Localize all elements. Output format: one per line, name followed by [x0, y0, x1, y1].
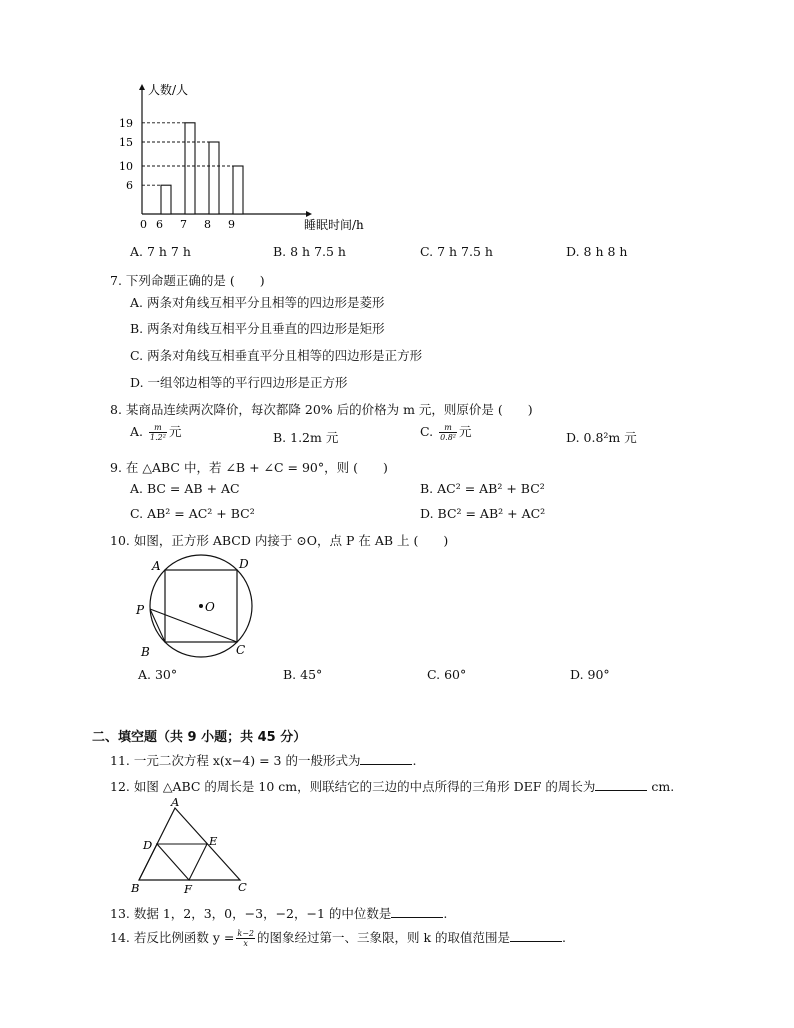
q7-option-b[interactable]: B. 两条对角线互相平分且垂直的四边形是矩形	[130, 321, 385, 336]
q7-option-a[interactable]: A. 两条对角线互相平分且相等的四边形是菱形	[130, 295, 385, 310]
x-tick-label: 6	[156, 218, 163, 231]
q8-c-suffix: 元	[459, 424, 472, 439]
q11-text: 11. 一元二次方程 x(x−4) = 3 的一般形式为	[110, 753, 361, 768]
q12	[110, 777, 674, 795]
x-tick-label: 9	[228, 218, 235, 231]
q14-prefix: 14. 若反比例函数 y =	[110, 930, 235, 945]
label-b: B	[141, 645, 150, 659]
q10-circle-square-figure	[128, 556, 268, 662]
y-tick-label: 19	[119, 116, 133, 130]
q10-option-d[interactable]: D. 90°	[570, 667, 610, 682]
q13-text: 13. 数据 1，2，3，0，−3，−2，−1 的中位数是	[110, 906, 392, 921]
label-e: E	[209, 834, 218, 848]
q13	[110, 904, 447, 922]
y-tick-label: 10	[119, 160, 133, 173]
y-axis-label: 人数/人	[148, 83, 189, 97]
x-axis-arrow	[306, 211, 312, 217]
q8-c-fraction: $\frac{m}{\text{0.8²}}$	[440, 423, 457, 442]
bar	[185, 123, 195, 214]
q10-option-a[interactable]: A. 30°	[138, 667, 178, 682]
label-p: P	[136, 603, 145, 617]
q8-stem: 8. 某商品连续两次降价，每次都降 20% 后的价格为 m 元，则原价是 ( )	[110, 402, 533, 417]
q7-option-c[interactable]: C. 两条对角线互相垂直平分且相等的四边形是正方形	[130, 348, 423, 363]
q8-option-d[interactable]: D. 0.8²m 元	[566, 430, 637, 445]
sleep-time-bar-chart	[119, 80, 386, 232]
y-axis-arrow	[139, 84, 145, 90]
q14-fraction: $\frac{k-2}{x}$	[237, 929, 254, 948]
q9-option-b[interactable]: B. AC² = AB² + BC²	[420, 481, 545, 496]
q10-stem: 10. 如图，正方形 ABCD 内接于 ⊙O，点 P 在 AB 上 ( )	[110, 533, 449, 548]
q7-option-d[interactable]: D. 一组邻边相等的平行四边形是正方形	[130, 375, 348, 390]
label-d: D	[143, 838, 153, 852]
q12-triangle-figure	[128, 796, 254, 898]
q6-option-b[interactable]: B. 8 h 7.5 h	[273, 244, 346, 259]
q13-answer-blank[interactable]	[391, 906, 443, 918]
y-tick-label: 6	[126, 179, 133, 193]
q8-option-b[interactable]: B. 1.2m 元	[273, 430, 339, 445]
x-axis-label: 睡眠时间/h	[304, 218, 364, 232]
label-d: D	[239, 557, 249, 571]
label-c: C	[236, 643, 246, 657]
label-a: A	[152, 559, 161, 573]
q7-stem: 7. 下列命题正确的是 ( )	[110, 273, 265, 288]
origin-label: 0	[140, 218, 147, 231]
bar	[161, 185, 171, 214]
bar	[209, 142, 219, 214]
label-o: O	[205, 600, 215, 614]
x-tick-label: 8	[204, 218, 211, 231]
y-tick-label: 15	[119, 136, 133, 149]
center-point-o	[199, 604, 203, 608]
q8-c-prefix: C.	[420, 424, 434, 439]
q13-end: .	[443, 906, 448, 921]
q6-option-c[interactable]: C. 7 h 7.5 h	[420, 244, 493, 259]
q6-option-a[interactable]: A. 7 h 7 h	[130, 244, 191, 259]
q8-a-prefix: A.	[130, 424, 144, 439]
q11-answer-blank[interactable]	[360, 753, 412, 765]
label-f: F	[184, 882, 192, 896]
q14	[110, 928, 566, 948]
q14-end: .	[562, 930, 566, 945]
q12-text: 12. 如图 △ABC 的周长是 10 cm，则联结它的三边的中点所得的三角形 DEF 的周长为	[110, 779, 596, 794]
q8-a-fraction: $\frac{m}{\text{1.2²}}$	[150, 423, 166, 442]
q9-option-d[interactable]: D. BC² = AB² + AC²	[420, 506, 546, 521]
q12-end: cm.	[651, 779, 675, 794]
q14-suffix: 的图象经过第一、三象限，则 k 的取值范围是	[256, 930, 511, 945]
q12-answer-blank[interactable]	[595, 779, 647, 791]
q9-stem: 9. 在 △ABC 中，若 ∠B + ∠C = 90°，则 ( )	[110, 460, 388, 475]
label-c: C	[238, 880, 247, 894]
q8-option-c[interactable]	[420, 422, 472, 442]
q14-answer-blank[interactable]	[510, 930, 562, 942]
q9-option-c[interactable]: C. AB² = AC² + BC²	[130, 506, 255, 521]
section-2-title: 二、填空题（共 9 小题；共 45 分）	[92, 730, 307, 745]
q9-option-a[interactable]: A. BC = AB + AC	[130, 481, 240, 496]
q8-option-a[interactable]	[130, 422, 181, 442]
label-b: B	[131, 881, 140, 895]
q11-end: .	[412, 753, 417, 768]
label-a: A	[171, 795, 180, 809]
q10-option-c[interactable]: C. 60°	[427, 667, 467, 682]
q10-option-b[interactable]: B. 45°	[283, 667, 323, 682]
triangle-def	[157, 844, 207, 880]
q8-a-suffix: 元	[168, 424, 182, 439]
q11	[110, 751, 416, 769]
q6-option-d[interactable]: D. 8 h 8 h	[566, 244, 628, 259]
bar	[233, 166, 243, 214]
x-tick-label: 7	[180, 218, 187, 231]
